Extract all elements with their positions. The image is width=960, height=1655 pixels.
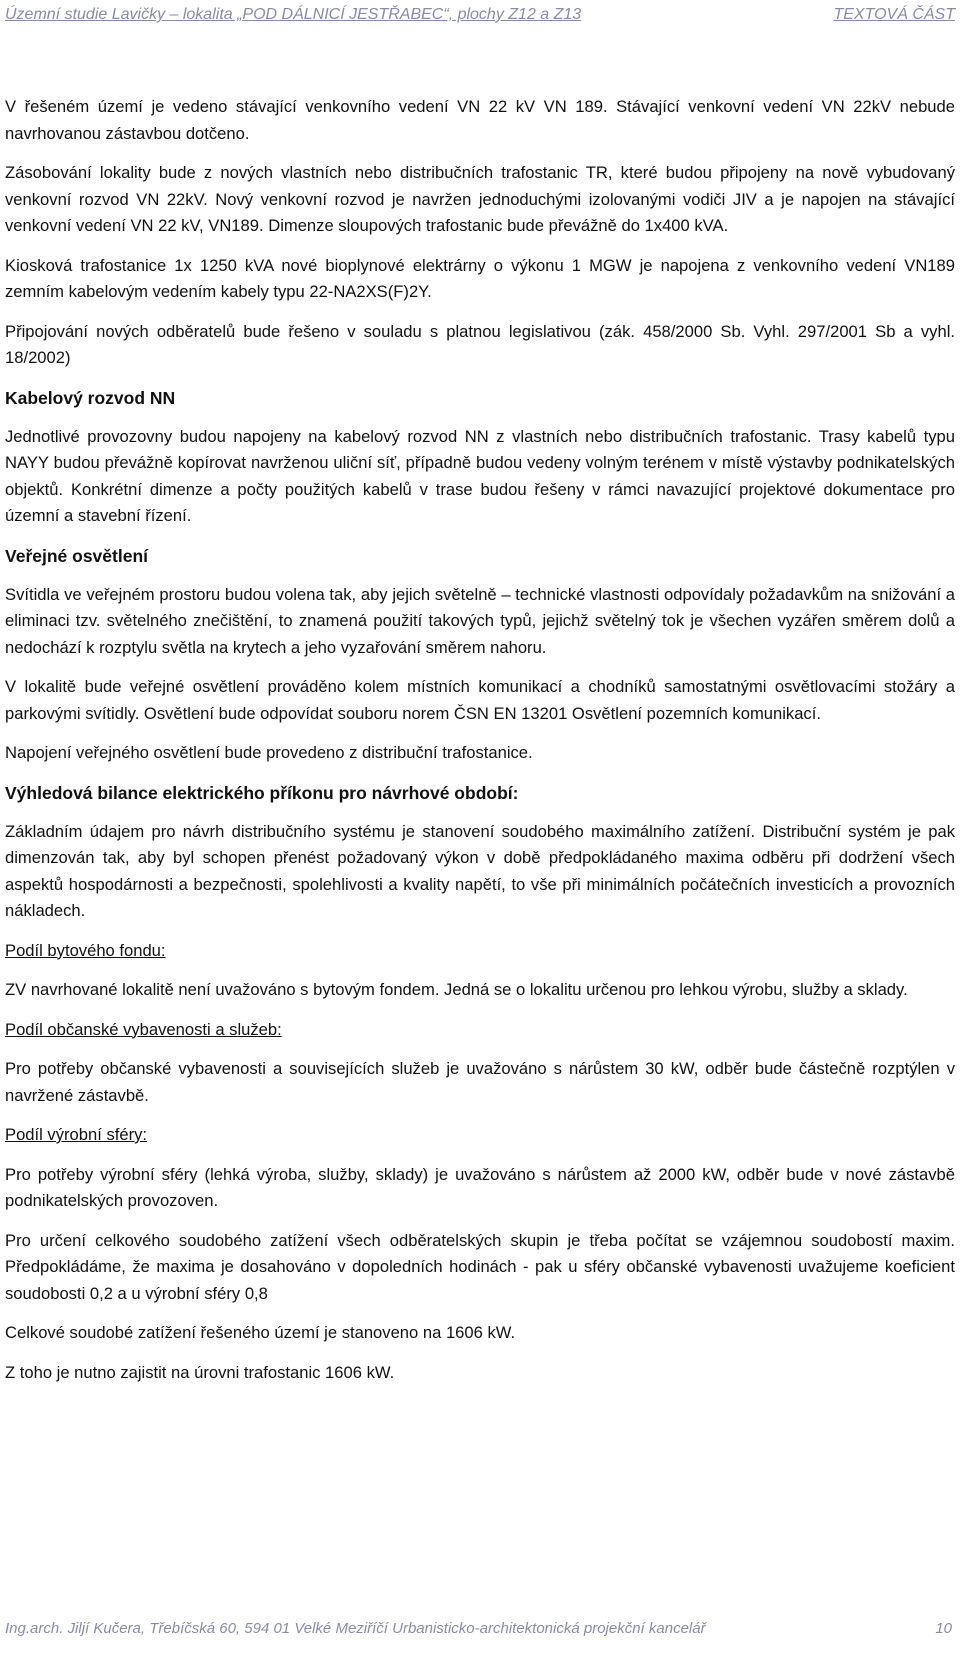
header-document-title: Územní studie Lavičky – lokalita „POD DÁLNICÍ JESTŘABEC“, plochy Z12 a Z13 bbox=[5, 6, 582, 23]
heading-cable-distribution: Kabelový rozvod NN bbox=[5, 387, 176, 408]
page-number: 10 bbox=[935, 1620, 952, 1637]
heading-power-balance: Výhledová bilance elektrického příkonu pro návrhové období: bbox=[5, 782, 519, 803]
paragraph-kiosk-substation: Kiosková trafostanice 1x 1250 kVA nové bioplynové elektrárny o výkonu 1 MGW je napojena z venkovního vedení VN189 zemním kabelovým vedením kabely typu 22-NA2XS(F)2Y. bbox=[5, 255, 955, 301]
subheading-production: Podíl výrobní sféry: bbox=[5, 1125, 148, 1144]
subheading-civic-amenities: Podíl občanské vybavenosti a služeb: bbox=[5, 1019, 282, 1039]
paragraph-substation-load: Z toho je nutno zajistit na úrovni trafostanic 1606 kW. bbox=[5, 1362, 395, 1382]
paragraph-simultaneity: Pro určení celkového soudobého zatížení všech odběratelských skupin je třeba počítat se vzájemnou soudobostí maxim. Předpokládáme, že maxima je dosahováno v dopoledních hodinách - pak u sféry občanské vybavenosti uvažujeme koeficient soudobosti 0,2 a u výrobní sféry 0,8 bbox=[5, 1230, 955, 1303]
paragraph-lighting-location: V lokalitě bude veřejné osvětlení prováděno kolem místních komunikací a chodníků samostatnými osvětlovacími stožáry a parkovými svítidly. Osvětlení bude odpovídat souboru norem ČSN EN 13201 Osvětlení pozemních komunikací. bbox=[5, 677, 955, 723]
paragraph-cable: Jednotlivé provozovny budou napojeny na kabelový rozvod NN z vlastních nebo distribučních trafostanic. Trasy kabelů typu NAYY budou převážně kopírovat navrženou uliční síť, případně budou vedeny volným terénem v místě výstavby podnikatelských objektů. Konkrétní dimenze a počty použitých kabelů v trase budou řešeny v rámci navazující projektové dokumentace pro územní a stavební řízení. bbox=[5, 426, 955, 525]
paragraph-luminaires: Svítidla ve veřejném prostoru budou volena tak, aby jejich světelně – technické vlastnosti odpovídaly požadavkům na snižování a eliminaci tzv. světelného znečištění, to znamená použití takových typů, jejichž světelný tok je všechen vyzářen směrem dolů a nedochází k rozptylu světla na krytech a jeho vyzařování směrem nahoru. bbox=[5, 584, 955, 657]
heading-public-lighting: Veřejné osvětlení bbox=[5, 545, 148, 566]
paragraph-housing: ZV navrhované lokalitě není uvažováno s bytovým fondem. Jedná se o lokalitu určenou pro lehkou výrobu, služby a sklady. bbox=[5, 980, 908, 999]
subheading-housing: Podíl bytového fondu: bbox=[5, 940, 166, 960]
paragraph-total-load: Celkové soudobé zatížení řešeného území je stanoveno na 1606 kW. bbox=[5, 1323, 516, 1342]
document-body bbox=[5, 94, 955, 1399]
header-section-label: TEXTOVÁ ČÁST bbox=[833, 6, 955, 23]
paragraph-connection: Připojování nových odběratelů bude řešeno v souladu s platnou legislativou (zák. 458/2000 Sb. Vyhl. 297/2001 Sb a vyhl. 18/2002) bbox=[5, 321, 955, 367]
paragraph-balance-intro: Základním údajem pro návrh distribučního systému je stanovení soudobého maximálního zatížení. Distribuční systém je pak dimenzován tak, aby byl schopen přenést požadovaný výkon v době předpokládaného maxima odběru při dodržení všech aspektů hospodárnosti a bezpečnosti, spolehlivosti a kvality napětí, to vše při minimálních počátečních investicích a provozních nákladech. bbox=[5, 821, 955, 920]
paragraph-supply: Zásobování lokality bude z nových vlastních nebo distribučních trafostanic TR, které budou připojeny na nově vybudovaný venkovní rozvod VN 22kV. Nový venkovní rozvod je navržen jednoduchými izolovanými vodiči JIV a je napojen na stávající venkovní vedení VN 22 kV, VN189. Dimenze sloupových trafostanic bude převážně do 1x400 kVA. bbox=[5, 163, 955, 235]
page-footer bbox=[0, 1616, 960, 1646]
paragraph-lighting-connection: Napojení veřejného osvětlení bude provedeno z distribuční trafostanice. bbox=[5, 743, 533, 762]
page-header bbox=[0, 0, 960, 36]
footer-author: Ing.arch. Jiljí Kučera, Třebíčská 60, 594 01 Velké Meziříčí Urbanisticko-architektonická projekční kancelář bbox=[5, 1620, 706, 1637]
paragraph-existing-line: V řešeném území je vedeno stávající venkovního vedení VN 22 kV VN 189. Stávající venkovní vedení VN 22kV nebude navrhovanou zástavbou dotčeno. bbox=[5, 97, 955, 143]
paragraph-production: Pro potřeby výrobní sféry (lehká výroba, služby, sklady) je uvažováno s nárůstem až 2000 kW, odběr bude v nové zástavbě podnikatelských provozoven. bbox=[5, 1164, 955, 1210]
paragraph-civic-amenities: Pro potřeby občanské vybavenosti a souvisejících služeb je uvažováno s nárůstem 30 kW, odběr bude částečně rozptýlen v navržené zástavbě. bbox=[5, 1059, 955, 1105]
